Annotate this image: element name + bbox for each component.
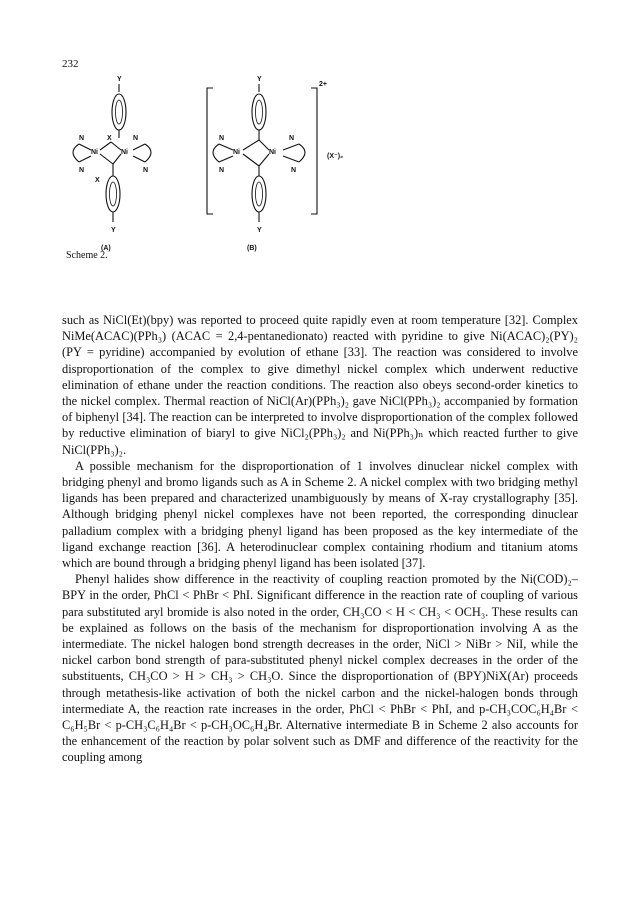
body-text (62, 312, 578, 766)
atom-ni-right: Ni (269, 149, 276, 156)
paragraph: Phenyl halides show difference in the reactivity of coupling reaction promoted by the Ni(COD)₂–BPY in the order, PhCl < PhBr < PhI. Significant difference in the reaction rate of coupling of various para substituted aryl bromide is also noted in the order, CH₃CO < H < CH₃ < OCH₃. These results can be explained as follows on the basis of the mechanism for disproportionation involving A as the intermediate. The nickel halogen bond strength decreases in the order, NiCl > NiBr > NiI, while the nickel carbon bond strength of para-substituted phenyl nickel complex decreases in the order of the substituents, CH₃CO > H > CH₃ > CH₃O. Since the disproportionation of (BPY)NiX(Ar) proceeds through metathesis-like activation of both the nickel carbon and the nickel-halogen bonds through intermediate A, the reaction rate increases in the order, PhCl < PhBr < PhI, and p-CH₃COC₆H₄Br < C₆H₅Br < p-CH₃C₆H₄Br < p-CH₃OC₆H₄Br. Alternative intermediate B in Scheme 2 also accounts for the enhancement of the reaction by polar solvent such as DMF and difference of the reactivity for the coupling among (62, 572, 578, 765)
phenyl-ring-bottom (106, 176, 120, 212)
scheme-caption: Scheme 2. (66, 250, 108, 261)
atom-x: X (107, 135, 112, 142)
atom-ni-right: Ni (121, 149, 128, 156)
structure-a (73, 76, 151, 252)
paragraph: such as NiCl(Et)(bpy) was reported to proceed quite rapidly even at room temperature [32]. Complex NiMe(ACAC)(PPh₃) (ACAC = 2,4-pentanedionato) reacted with pyridine to give Ni(ACAC)₂(PY)₂ (PY = pyridine) accompanied by evolution of ethane [33]. The reaction was considered to involve disproportionation of the complex to give dimethyl nickel complex which underwent reductive elimination of ethane under the reaction conditions. The reaction also obeys second-order kinetics to the nickel complex. Thermal reaction of NiCl(Ar)(PPh₃)₂ gave NiCl(PPh₃)₂ accompanied by formation of biphenyl [34]. The reaction can be interpreted to involve disproportionation of the complex followed by reductive elimination of biaryl to give NiCl₂(PPh₃)₂ and Ni(PPh₃)ₙ which reacted further to give NiCl(PPh₃)₂. (62, 313, 578, 457)
atom-y-bottom: Y (257, 227, 262, 234)
atom-n: N (79, 135, 85, 142)
charge: 2+ (319, 81, 327, 88)
atom-n: N (219, 135, 225, 142)
atom-y-top: Y (257, 76, 262, 83)
atom-y-top: Y (117, 76, 122, 83)
atom-y-bottom: Y (111, 227, 116, 234)
atom-n: N (133, 135, 139, 142)
phenyl-ring-bottom (252, 176, 266, 212)
atom-x-bottom: X (95, 177, 100, 184)
label-b: (B) (247, 245, 257, 252)
bracket-right (311, 88, 317, 214)
scheme-figure (55, 68, 385, 258)
paragraph: A possible mechanism for the disproportionation of 1 involves dinuclear nickel complex with bridging phenyl and bromo ligands such as A in Scheme 2. A nickel complex with two bridging methyl ligands has been prepared and characterized unambiguously by means of X-ray crystallography [35]. Although bridging phenyl nickel complexes have not been reported, the corresponding dinuclear palladium complex with a bridging phenyl ligand has been proposed as the key intermediate of the ligand exchange reaction [36]. A heterodinuclear complex containing rhodium and titanium atoms which are bound through a bridging phenyl ligand has been isolated [37]. (62, 458, 578, 571)
scheme-structures (55, 68, 385, 258)
atom-ni-left: Ni (233, 149, 240, 156)
atom-n: N (79, 167, 85, 174)
atom-n: N (219, 167, 225, 174)
label-a: (A) (101, 245, 111, 252)
counter-anion: (X⁻)₂ (327, 153, 344, 160)
bracket-left (207, 88, 213, 214)
atom-n: N (291, 167, 297, 174)
structure-b (207, 76, 343, 252)
atom-ni-left: Ni (91, 149, 98, 156)
phenyl-ring-top (112, 94, 126, 130)
atom-n: N (289, 135, 295, 142)
phenyl-ring-top (252, 94, 266, 130)
page-number: 232 (62, 58, 79, 70)
atom-n: N (143, 167, 149, 174)
